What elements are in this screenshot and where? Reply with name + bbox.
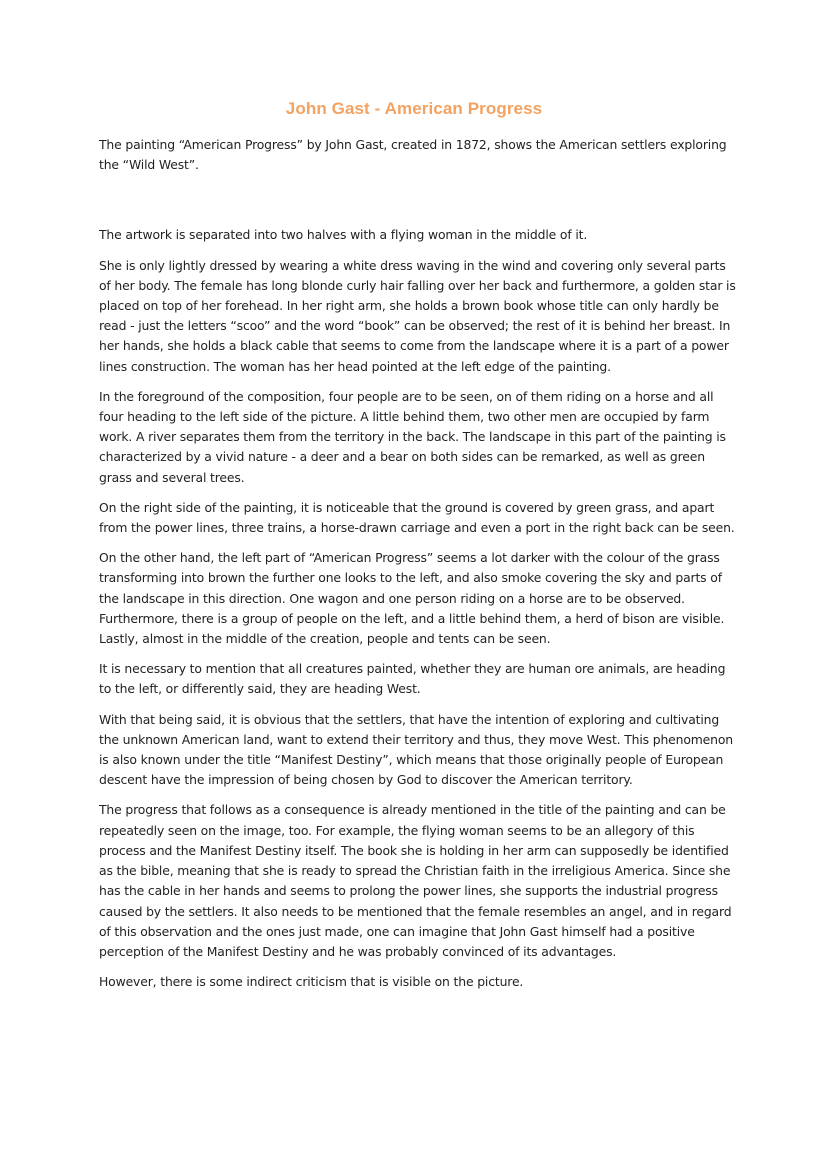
paragraph-halves: The artwork is separated into two halves with a flying woman in the middle of it. xyxy=(99,227,588,243)
paragraph-progress: The progress that follows as a consequence is already mentioned in the title of the painting and can be repeatedly seen on the image, too. For example, the flying woman seems to be an allegory of this process and the Manifest Destiny itself. The book she is holding in her arm can supposedly be identified as the bible, meaning that she is ready to spread the Christian faith in the irreligious America. Since she has the cable in her hands and seems to prolong the power lines, she supports the industrial progress caused by the settlers. It also needs to be mentioned that the female resembles an angel, and in regard of this observation and the ones just made, one can imagine that John Gast himself had a positive perception of the Manifest Destiny and he was probably convinced of its advantages. xyxy=(99,802,732,959)
paragraph-foreground: In the foreground of the composition, four people are to be seen, on of them riding on a horse and all four heading to the left side of the picture. A little behind them, two other men are occupied by farm work. A river separates them from the territory in the back. The landscape in this part of the painting is characterized by a vivid nature - a deer and a bear on both sides can be remarked, as well as green grass and several trees. xyxy=(99,388,726,485)
document-body xyxy=(99,135,739,1002)
paragraph-left-side: On the other hand, the left part of “American Progress” seems a lot darker with the colour of the grass transforming into brown the further one looks to the left, and also smoke covering the sky and parts of the landscape in this direction. One wagon and one person riding on a horse are to be observed. Furthermore, there is a group of people on the left, and a little behind them, a herd of bison are visible. Lastly, almost in the middle of the creation, people and tents can be seen. xyxy=(99,550,725,647)
paragraph-right-side: On the right side of the painting, it is noticeable that the ground is covered by green grass, and apart from the power lines, three trains, a horse-drawn carriage and even a port in the right back can be seen. xyxy=(99,499,735,536)
paragraph-intro: The painting “American Progress” by John Gast, created in 1872, shows the American settlers exploring the “Wild West”. xyxy=(99,137,727,173)
paragraph-woman-description: She is only lightly dressed by wearing a white dress waving in the wind and covering only several parts of her body. The female has long blonde curly hair falling over her back and furthermore, a golden star is placed on top of her forehead. In her right arm, she holds a brown book whose title can only hardly be read - just the letters “scoo” and the word “book” can be observed; the rest of it is behind her breast. In her hands, she holds a black cable that seems to come from the landscape where it is a part of a power lines construction. The woman has her head pointed at the left edge of the painting. xyxy=(99,257,736,374)
document-title: John Gast - American Progress xyxy=(285,99,543,118)
paragraph-criticism: However, there is some indirect criticism that is visible on the picture. xyxy=(99,974,524,990)
paragraph-manifest-destiny: With that being said, it is obvious that the settlers, that have the intention of exploring and cultivating the unknown American land, want to extend their territory and thus, they move West. This phenomenon is also known under the title “Manifest Destiny”, which means that those originally people of European descent have the impression of being chosen by God to discover the American territory. xyxy=(99,711,733,788)
paragraph-heading-west: It is necessary to mention that all creatures painted, whether they are human ore animals, are heading to the left, or differently said, they are heading West. xyxy=(99,661,726,697)
